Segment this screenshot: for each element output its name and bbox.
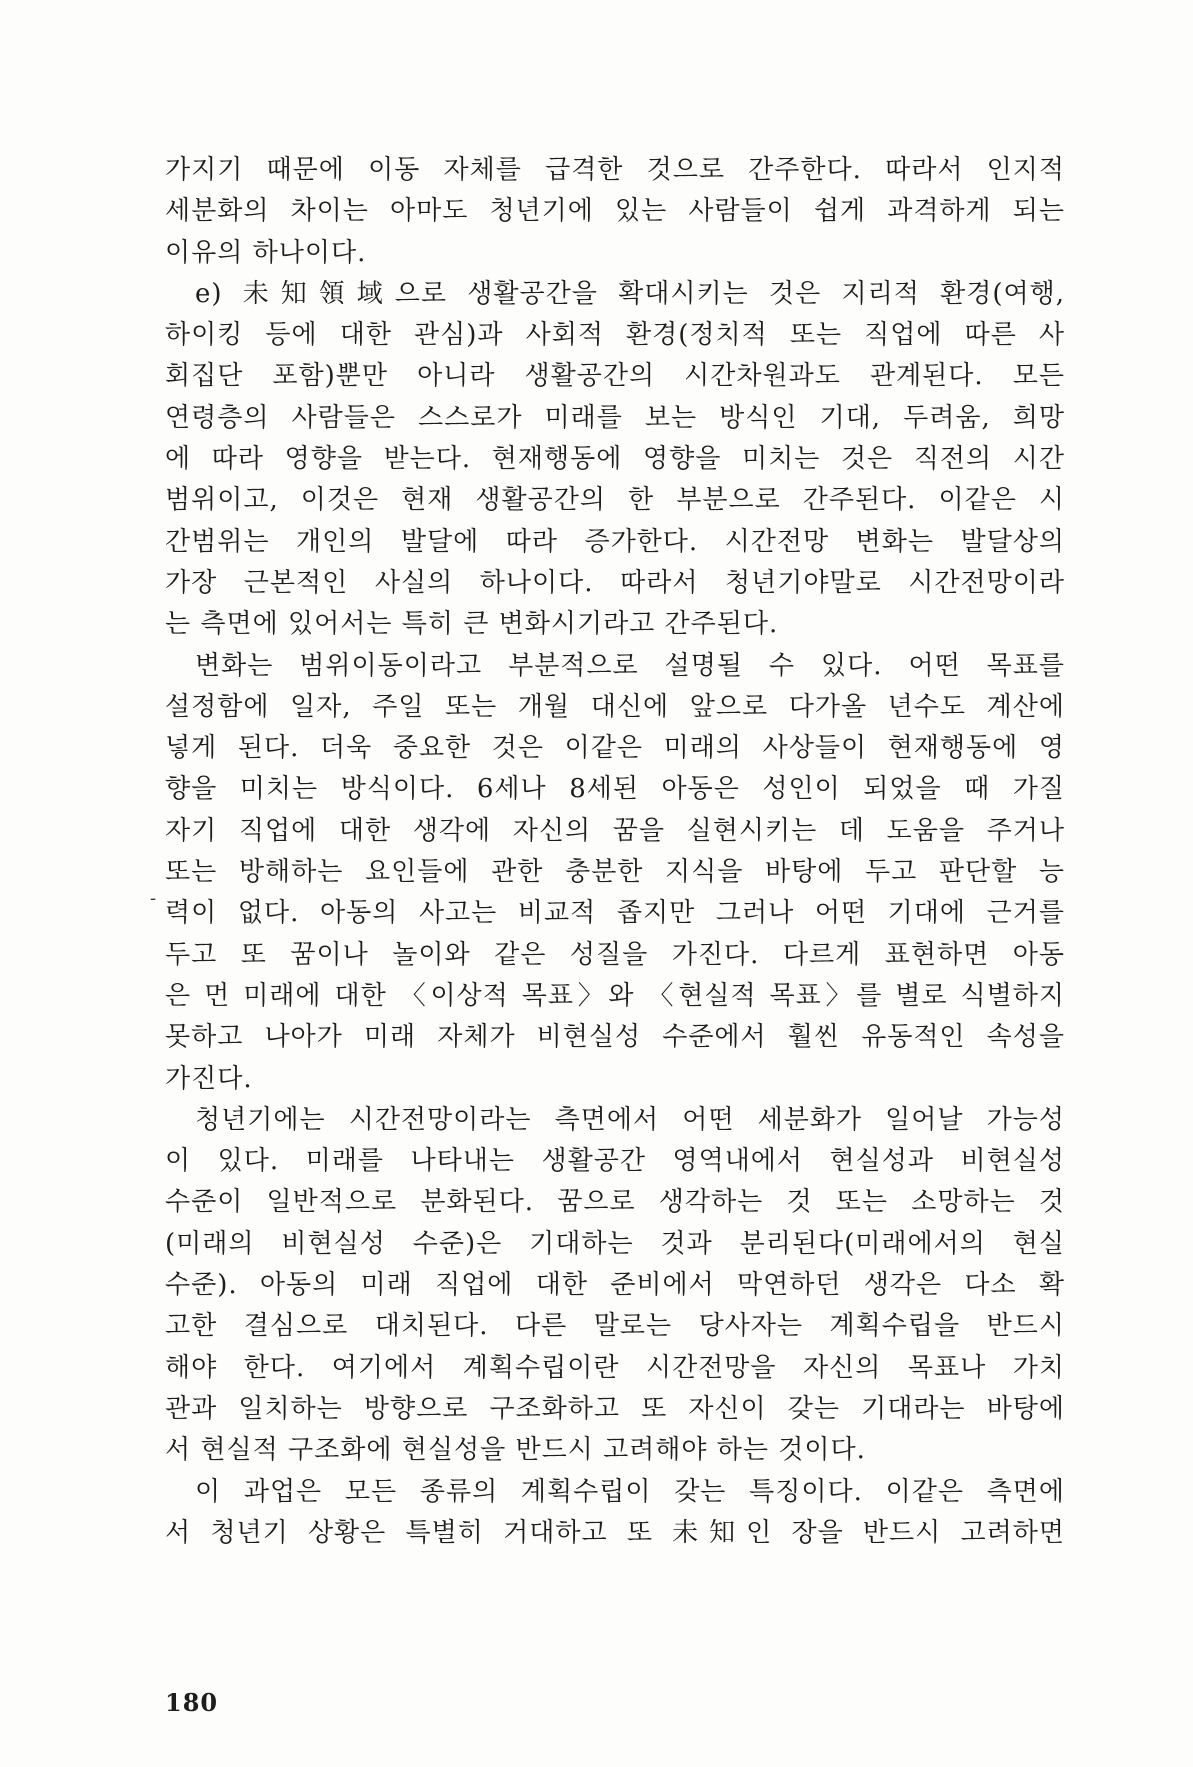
text-line: 서 현실적 구조화에 현실성을 반드시 고려해야 하는 것이다. — [165, 1435, 866, 1466]
text-line: e) 未知領域으로 생활공간을 확대시키는 것은 지리적 환경(여행, — [195, 278, 1065, 309]
text-line: 력이 없다. 아동의 사고는 비교적 좁지만 그러나 어떤 기대에 근거를 — [165, 898, 1065, 929]
text-line: 자기 직업에 대한 생각에 자신의 꿈을 실현시키는 데 도움을 주거나 — [165, 815, 1065, 846]
text-line: (미래의 비현실성 수준)은 기대하는 것과 분리된다(미래에서의 현실 — [165, 1228, 1065, 1259]
text-line: 회집단 포함)뿐만 아니라 생활공간의 시간차원과도 관계된다. 모든 — [165, 361, 1065, 392]
text-line: 고한 결심으로 대치된다. 다른 말로는 당사자는 계획수립을 반드시 — [165, 1311, 1065, 1342]
text-line: 변화는 범위이동이라고 부분적으로 설명될 수 있다. 어떤 목표를 — [195, 650, 1065, 681]
text-line: 해야 한다. 여기에서 계획수립이란 시간전망을 자신의 목표나 가치 — [165, 1352, 1065, 1383]
text-line: 이유의 하나이다. — [165, 237, 367, 268]
text-line: 간범위는 개인의 발달에 따라 증가한다. 시간전망 변화는 발달상의 — [165, 526, 1065, 557]
text-line: 이 있다. 미래를 나타내는 생활공간 영역내에서 현실성과 비현실성 — [165, 1146, 1065, 1177]
text-line: 향을 미치는 방식이다. 6세나 8세된 아동은 성인이 되었을 때 가질 — [165, 774, 1065, 805]
text-line: 이 과업은 모든 종류의 계획수립이 갖는 특징이다. 이같은 측면에 — [195, 1476, 1065, 1507]
text-line: 관과 일치하는 방향으로 구조화하고 또 자신이 갖는 기대라는 바탕에 — [165, 1393, 1065, 1424]
text-line: 가지기 때문에 이동 자체를 급격한 것으로 간주한다. 따라서 인지적 — [165, 155, 1065, 185]
text-line: 연령층의 사람들은 스스로가 미래를 보는 방식인 기대, 두려움, 희망 — [165, 402, 1065, 433]
text-line: 청년기에는 시간전망이라는 측면에서 어떤 세분화가 일어날 가능성 — [195, 1104, 1065, 1135]
text-line: 못하고 나아가 미래 자체가 비현실성 수준에서 훨씬 유동적인 속성을 — [165, 1022, 1065, 1053]
text-line: 수준이 일반적으로 분화된다. 꿈으로 생각하는 것 또는 소망하는 것 — [165, 1187, 1065, 1218]
text-line: 가진다. — [165, 1063, 253, 1094]
text-line: 세분화의 차이는 아마도 청년기에 있는 사람들이 쉽게 과격하게 되는 — [165, 196, 1065, 227]
body-text — [165, 150, 1065, 1554]
text-line: 두고 또 꿈이나 놀이와 같은 성질을 가진다. 다르게 표현하면 아동 — [165, 939, 1065, 970]
text-line: 에 따라 영향을 받는다. 현재행동에 영향을 미치는 것은 직전의 시간 — [165, 444, 1065, 475]
text-line: 은 먼 미래에 대한 〈이상적 목표〉와 〈현실적 목표〉를 별로 식별하지 — [165, 980, 1065, 1011]
text-line: 가장 근본적인 사실의 하나이다. 따라서 청년기야말로 시간전망이라 — [165, 567, 1065, 598]
text-line: 수준). 아동의 미래 직업에 대한 준비에서 막연하던 생각은 다소 확 — [165, 1270, 1065, 1301]
text-line: 하이킹 등에 대한 관심)과 사회적 환경(정치적 또는 직업에 따른 사 — [165, 320, 1065, 351]
text-line: 범위이고, 이것은 현재 생활공간의 한 부분으로 간주된다. 이같은 시 — [165, 485, 1065, 516]
text-line: 또는 방해하는 요인들에 관한 충분한 지식을 바탕에 두고 판단할 능 — [165, 857, 1065, 888]
text-line: 설정함에 일자, 주일 또는 개월 대신에 앞으로 다가올 년수도 계산에 — [165, 691, 1065, 722]
text-line: 서 청년기 상황은 특별히 거대하고 또 未知인 장을 반드시 고려하면 — [165, 1517, 1065, 1548]
page-number: 180 — [165, 1688, 219, 1717]
margin-mark: - — [150, 888, 157, 909]
text-line: 넣게 된다. 더욱 중요한 것은 이같은 미래의 사상들이 현재행동에 영 — [165, 733, 1065, 764]
text-line: 는 측면에 있어서는 특히 큰 변화시기라고 간주된다. — [165, 609, 779, 640]
